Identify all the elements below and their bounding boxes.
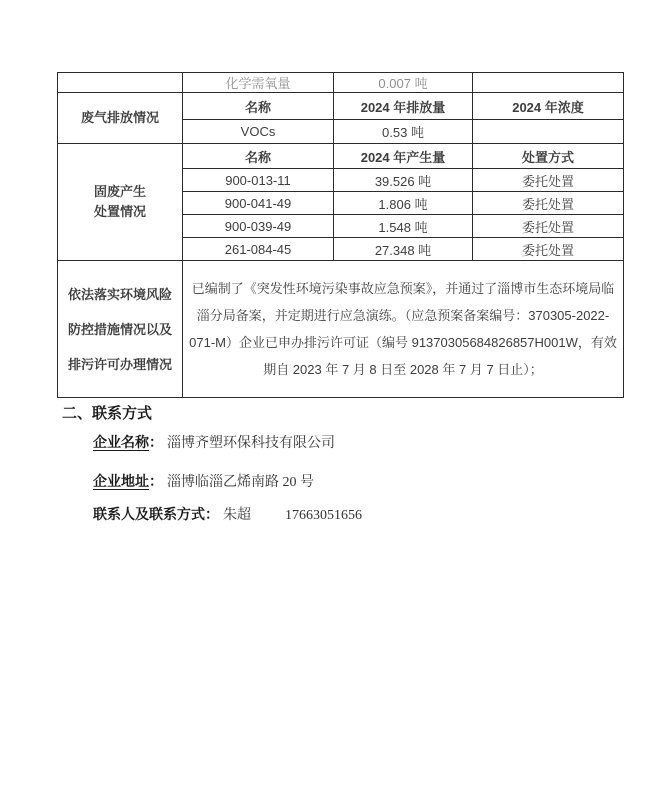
solid-header-method: 处置方式	[473, 144, 624, 169]
solid-header-amount: 2024 年产生量	[334, 144, 473, 169]
colon-separator: ：	[205, 506, 219, 522]
colon-separator: ：	[149, 473, 163, 489]
contact-person-row	[93, 504, 362, 524]
compliance-label-line: 排污许可办理情况	[67, 356, 172, 372]
solid-row-name: 900-041-49	[183, 192, 334, 215]
solid-label-line: 处置情况	[93, 204, 146, 219]
solid-row-amount: 39.526 吨	[334, 169, 473, 192]
solid-row-method: 委托处置	[473, 215, 624, 238]
table-row	[58, 73, 624, 93]
gas-row-value: 0.53 吨	[334, 120, 473, 144]
company-address-label: 企业地址	[93, 473, 149, 489]
solid-row-method: 委托处置	[473, 192, 624, 215]
table-row	[58, 93, 624, 120]
pollutant-name-cell: 化学需氧量	[183, 73, 334, 93]
gas-row-name: VOCs	[183, 120, 334, 144]
table-row	[58, 144, 624, 169]
solid-row-name: 900-039-49	[183, 215, 334, 238]
solid-row-amount: 1.548 吨	[334, 215, 473, 238]
gas-section-label: 废气排放情况	[58, 93, 183, 144]
compliance-section-label	[58, 261, 183, 398]
compliance-label-line: 依法落实环境风险	[67, 286, 172, 302]
company-name-value: 淄博齐塑环保科技有限公司	[167, 436, 335, 451]
contact-person-phone: 17663051656	[285, 508, 362, 523]
solid-row-amount: 1.806 吨	[334, 192, 473, 215]
contact-person-name: 朱超	[223, 508, 251, 523]
table-row	[58, 261, 624, 398]
compliance-text: 已编制了《突发性环境污染事故应急预案》，并通过了淄博市生态环境局临淄分局备案，并定期进行应急演练。（应急预案备案编号：370305-2022-071-M）企业已申办排污许可证（编号 91370305684826857H001W，有效期自 2023 年 7 月 8 日至 2028 年 7 月 7 日止）；	[183, 261, 624, 398]
gas-header-concentration: 2024 年浓度	[473, 93, 624, 120]
company-address-value: 淄博临淄乙烯南路 20 号	[167, 475, 314, 490]
gas-header-name: 名称	[183, 93, 334, 120]
empty-cell	[473, 73, 624, 93]
solid-row-method: 委托处置	[473, 169, 624, 192]
company-name-row	[93, 432, 335, 452]
solid-row-name: 900-013-11	[183, 169, 334, 192]
gas-row-concentration	[473, 120, 624, 144]
compliance-label-line: 防控措施情况以及	[67, 321, 172, 337]
solid-label-line: 固废产生	[93, 184, 146, 199]
colon-separator: ：	[149, 434, 163, 450]
empty-cell	[58, 73, 183, 93]
company-name-label: 企业名称	[93, 434, 149, 450]
contact-section-heading: 二、联系方式	[62, 405, 153, 422]
solid-row-amount: 27.348 吨	[334, 238, 473, 261]
company-address-row	[93, 471, 314, 491]
contact-person-label: 联系人及联系方式	[93, 506, 205, 522]
environment-info-table	[57, 72, 624, 398]
solid-row-method: 委托处置	[473, 238, 624, 261]
gas-header-emission: 2024 年排放量	[334, 93, 473, 120]
pollutant-value-cell: 0.007 吨	[334, 73, 473, 93]
solid-row-name: 261-084-45	[183, 238, 334, 261]
solid-section-label	[58, 144, 183, 261]
solid-header-name: 名称	[183, 144, 334, 169]
